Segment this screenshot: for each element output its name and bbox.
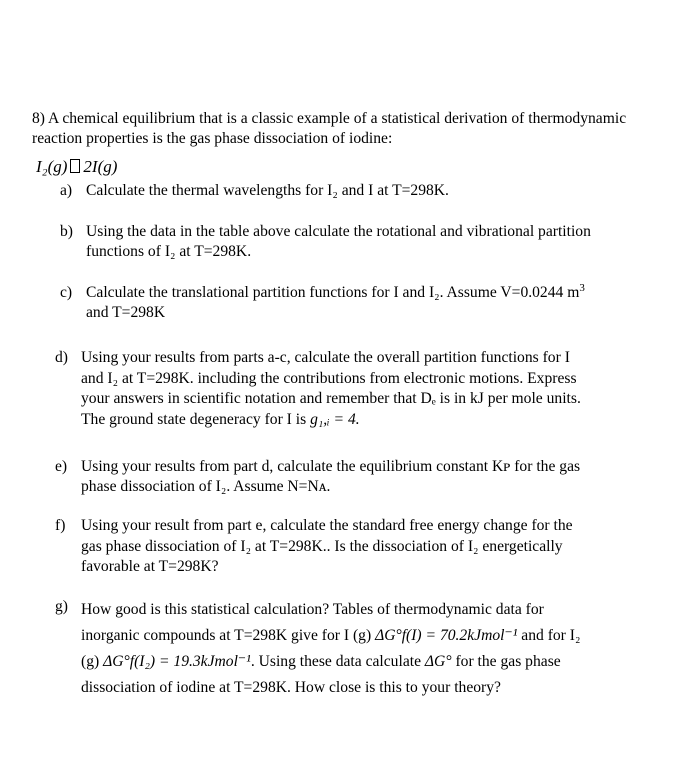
part-text-segment: The ground state degeneracy for I is <box>81 410 307 428</box>
part-label: d) <box>55 349 68 366</box>
part-text-line <box>81 410 581 431</box>
reaction-right: 2I(g) <box>83 157 118 176</box>
free-energy-symbol: ΔG° <box>424 653 452 670</box>
part-text-line: How good is this statistical calculation? Tables of thermodynamic data for <box>81 601 544 618</box>
part-label: c) <box>60 284 73 301</box>
part-text-line: Using the data in the table above calculate the rotational and vibrational partition <box>86 223 591 240</box>
part-text-line: Using your results from parts a-c, calculate the overall partition functions for I <box>81 349 570 366</box>
part-text-line: favorable at T=298K? <box>81 558 219 575</box>
part-text-line: and T=298K <box>86 303 166 321</box>
free-energy-formula-i2: ΔG°f(I₂) = 19.3kJmol⁻¹ <box>103 653 251 670</box>
part-text-line: your answers in scientific notation and remember that Dₑ is in kJ per mole units. <box>81 390 581 407</box>
part-label: f) <box>55 517 66 534</box>
part-text-segment: for the gas phase <box>455 653 561 670</box>
free-energy-formula-i: ΔG°f(I) = 70.2kJmol⁻¹ <box>375 627 518 644</box>
part-text-line: dissociation of iodine at T=298K. How close is this to your theory? <box>81 679 501 696</box>
part-text-line: phase dissociation of I₂. Assume N=Nᴀ. <box>81 477 331 495</box>
part-text-line: gas phase dissociation of I₂ at T=298K.. Is the dissociation of I₂ energetically <box>81 537 563 555</box>
question-intro: 8) A chemical equilibrium that is a classic example of a statistical derivation of thermodynamic reaction properties is the gas phase dissociation of iodine: <box>32 110 627 147</box>
part-text-segment: inorganic compounds at T=298K give for I (g) <box>81 627 372 644</box>
part-text-line: and I₂ at T=298K. including the contributions from electronic motions. Express <box>81 369 577 387</box>
part-text: Calculate the thermal wavelengths for I₂ and I at T=298K. <box>86 182 449 199</box>
part-label: b) <box>60 223 73 240</box>
part-text-segment: . Using these data calculate <box>250 653 421 670</box>
part-text-line: Using your results from part d, calculate the equilibrium constant Kᴘ for the gas <box>81 458 581 475</box>
part-label: e) <box>55 458 68 475</box>
reaction-left: I₂(g) <box>36 157 68 176</box>
part-text-segment: (g) <box>81 653 100 670</box>
part-text-segment: Calculate the translational partition functions for I and I₂. Assume V=0.0244 m <box>86 284 580 301</box>
part-text-line <box>81 623 580 649</box>
equilibrium-arrow-icon <box>70 159 80 173</box>
part-label: g) <box>55 598 68 615</box>
part-label: a) <box>60 182 73 199</box>
part-text-line: functions of I₂ at T=298K. <box>86 242 252 260</box>
superscript: 3 <box>579 282 585 294</box>
reaction-equation <box>36 157 117 177</box>
part-text-line <box>81 649 580 675</box>
part-text-segment: and for I₂ <box>521 627 581 644</box>
degeneracy-formula: g₁,ᵢ = 4. <box>310 410 360 428</box>
part-text-line <box>86 283 585 303</box>
part-text-line: Using your result from part e, calculate the standard free energy change for the <box>81 517 573 534</box>
